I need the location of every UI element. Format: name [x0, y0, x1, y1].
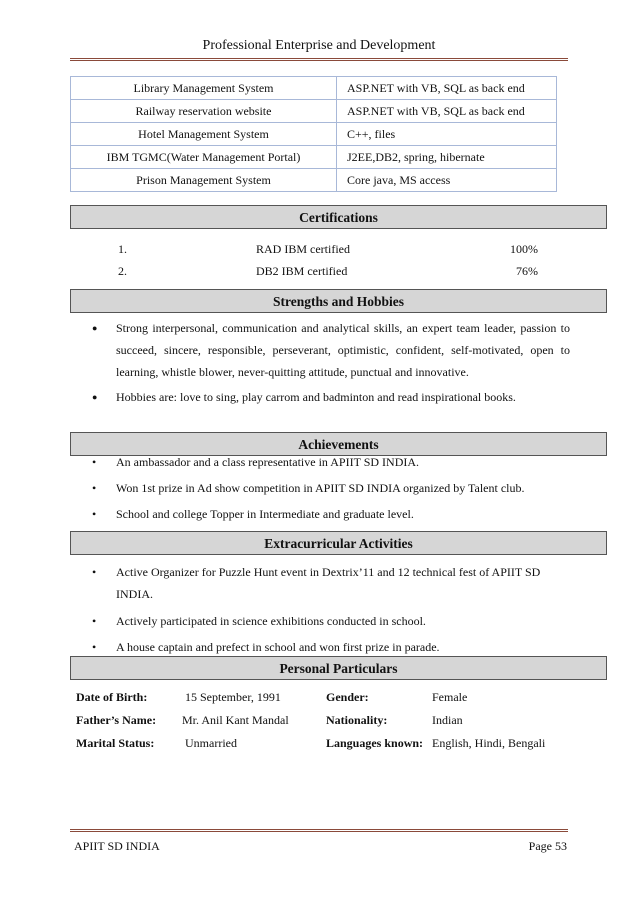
list-item: • Won 1st prize in Ad show competition in APIIT SD INDIA organized by Talent club. [92, 478, 570, 498]
cert-score: 76% [516, 264, 538, 278]
strengths-heading: Strengths and Hobbies [70, 289, 607, 313]
cert-score: 100% [510, 242, 538, 256]
bullet-icon: • [92, 455, 97, 469]
list-item: ● Strong interpersonal, communication and analytical skills, an expert team leader, passion to succeed, sincere, responsible, perseverant, optimistic, confident, self-motivated, open to learning, whistle blower, never-quitting attitude, punctual and innovative. [92, 317, 570, 383]
extracurricular-heading: Extracurricular Activities [70, 531, 607, 555]
list-item: ● Hobbies are: love to sing, play carrom and badminton and read inspirational books. [92, 386, 570, 408]
bullet-icon: • [92, 565, 97, 579]
cert-number: 1. [118, 242, 127, 256]
bullet-icon: • [92, 614, 97, 628]
marital-value: Unmarried [185, 736, 237, 750]
project-name: Library Management System [71, 77, 337, 100]
project-tech: J2EE,DB2, spring, hibernate [337, 146, 557, 169]
certification-row [118, 264, 538, 282]
list-item: • School and college Topper in Intermediate and graduate level. [92, 504, 570, 524]
projects-table [70, 76, 557, 192]
list-item: • An ambassador and a class representative in APIIT SD INDIA. [92, 452, 570, 472]
certification-row [118, 242, 538, 260]
languages-label: Languages known: [326, 736, 424, 750]
table-row [71, 146, 557, 169]
project-name: Hotel Management System [71, 123, 337, 146]
table-row [71, 77, 557, 100]
bullet-icon: ● [92, 392, 98, 402]
nationality-label: Nationality: [326, 713, 388, 727]
list-item: • Actively participated in science exhibitions conducted in school. [92, 611, 570, 631]
nationality-value: Indian [432, 713, 463, 727]
project-tech: ASP.NET with VB, SQL as back end [337, 100, 557, 123]
bullet-icon: • [92, 481, 97, 495]
strengths-list [92, 317, 570, 411]
languages-value: English, Hindi, Bengali [432, 736, 546, 750]
cert-name: DB2 IBM certified [256, 264, 348, 278]
project-name: Prison Management System [71, 169, 337, 192]
bullet-icon: ● [92, 323, 98, 333]
dob-label: Date of Birth: [76, 690, 148, 704]
certifications-heading: Certifications [70, 205, 607, 229]
father-label: Father’s Name: [76, 713, 157, 727]
dob-value: 15 September, 1991 [185, 690, 281, 704]
father-value: Mr. Anil Kant Mandal [182, 713, 289, 727]
footer-rule [70, 829, 568, 832]
achievements-list [92, 452, 570, 530]
table-row [71, 100, 557, 123]
list-item: • A house captain and prefect in school and won first prize in parade. [92, 637, 570, 657]
cert-number: 2. [118, 264, 127, 278]
page-number: Page 53 [528, 839, 567, 853]
cert-name: RAD IBM certified [256, 242, 350, 256]
gender-value: Female [432, 690, 468, 704]
bullet-icon: • [92, 640, 97, 654]
list-item: • Active Organizer for Puzzle Hunt event in Dextrix’11 and 12 technical fest of APIIT SD INDIA. [92, 561, 570, 605]
project-tech: Core java, MS access [337, 169, 557, 192]
footer-org: APIIT SD INDIA [74, 839, 160, 853]
project-name: Railway reservation website [71, 100, 337, 123]
achievements-heading: Achievements [70, 432, 607, 456]
gender-label: Gender: [326, 690, 369, 704]
project-name: IBM TGMC(Water Management Portal) [71, 146, 337, 169]
personal-heading: Personal Particulars [70, 656, 607, 680]
page-header-title: Professional Enterprise and Development [202, 38, 436, 53]
project-tech: ASP.NET with VB, SQL as back end [337, 77, 557, 100]
table-row [71, 169, 557, 192]
table-row [71, 123, 557, 146]
header-rule [70, 58, 568, 61]
extracurricular-list [92, 561, 570, 663]
bullet-icon: • [92, 507, 97, 521]
project-tech: C++, files [337, 123, 557, 146]
marital-label: Marital Status: [76, 736, 155, 750]
